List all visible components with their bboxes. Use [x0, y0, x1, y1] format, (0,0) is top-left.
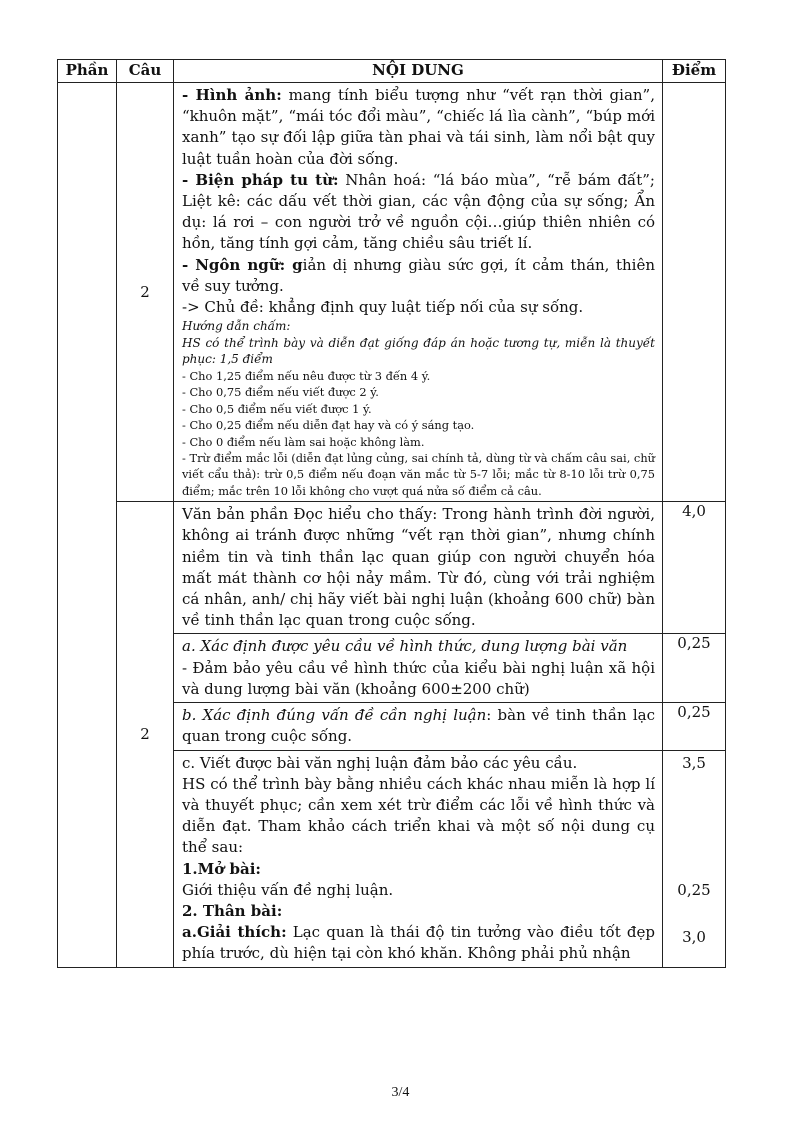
image-paragraph: - Hình ảnh: mang tính biểu tượng như “vết rạn thời gian”, “khuôn mặt”, “mái tóc đổi màu”, “chiếc lá lìa cành”, “búp mới xanh” tạo sự đối lập giữa tàn phai và tái sinh, làm nổi bật quy luật tuần hoàn của đời sống.	[182, 86, 655, 168]
guide-item: - Cho 0,5 điểm nếu viết được 1 ý.	[182, 401, 372, 416]
criterion-c-text: HS có thể trình bày bằng nhiều cách khác nhau miễn là hợp lí và thuyết phục; cần xem xét trừ điểm các lỗi về hình thức và diễn đạt. Tham khảo cách triển khai và một số nội dung cụ thể sau:	[182, 774, 655, 857]
criterion-a-title: a. Xác định được yêu cầu về hình thức, dung lượng bài văn	[182, 637, 628, 656]
score-cell	[663, 750, 726, 967]
grading-table	[57, 59, 726, 968]
explain-paragraph: a.Giải thích: Lạc quan là thái độ tin tưởng vào điều tốt đẹp phía trước, dù hiện tại còn khó khăn. Không phải phủ nhận	[182, 923, 655, 963]
content-cell	[174, 703, 663, 750]
criterion-c-title: c. Viết được bài văn nghị luận đảm bảo các yêu cầu.	[182, 753, 578, 772]
guide-item: - Cho 1,25 điểm nếu nêu được từ 3 đến 4 ý.	[182, 369, 431, 384]
header-row	[58, 60, 726, 83]
score-cell: 4,0	[663, 502, 726, 634]
table-row	[58, 502, 726, 634]
header-cau: Câu	[117, 60, 174, 83]
essay-prompt: Văn bản phần Đọc hiểu cho thấy: Trong hành trình đời người, không ai tránh được những “vết rạn thời gian”, nhưng chính niềm tin và tinh thần lạc quan giúp con người chuyển hóa mất mát thành cơ hội nảy mầm. Từ đó, cùng với trải nghiệm cá nhân, anh/ chị hãy viết bài nghị luận (khoảng 600 chữ) bàn về tinh thần lạc quan trong cuộc sống.	[182, 505, 655, 630]
criterion-a-text: - Đảm bảo yêu cầu về hình thức của kiểu bài nghị luận xã hội và dung lượng bài văn (khoảng 600±200 chữ)	[182, 658, 655, 698]
guide-item: - Cho 0,75 điểm nếu viết được 2 ý.	[182, 385, 379, 400]
guide-title: Hướng dẫn chấm:	[182, 319, 291, 334]
content-cell	[174, 634, 663, 703]
cau-cell: 2	[117, 502, 174, 967]
content-cell	[174, 502, 663, 634]
body-score: 3,0	[682, 927, 706, 946]
content-cell	[174, 750, 663, 967]
guide-item: - Trừ điểm mắc lỗi (diễn đạt lủng củng, sai chính tả, dùng từ và chấm câu sai, chữ viết cẩu thả): trừ 0,5 điểm nếu đoạn văn mắc từ 5-7 lỗi; mắc từ 8-10 lỗi trừ 0,75 điểm; mắc trên 10 lỗi không cho vượt quá nửa số điểm cả câu.	[182, 451, 655, 498]
body-title: 2. Thân bài:	[182, 901, 283, 920]
header-noidung: NỘI DUNG	[174, 60, 663, 83]
criterion-b: b. Xác định đúng vấn đề cần nghị luận: bàn về tinh thần lạc quan trong cuộc sống.	[182, 706, 655, 746]
rhetoric-paragraph: - Biện pháp tu từ: Nhân hoá: “lá báo mùa”, “rễ bám đất”; Liệt kê: các dấu vết thời gian, các vận động của sự sống; Ẩn dụ: lá rơi – con người trở về nguồn cội…giúp thiên nhiên có hồn, tăng tính gợi cảm, tăng chiều sâu triết lí.	[182, 170, 655, 253]
theme-paragraph: -> Chủ đề: khẳng định quy luật tiếp nối của sự sống.	[182, 298, 584, 317]
phan-cell	[58, 83, 117, 968]
header-phan: Phần	[58, 60, 117, 83]
c-score: 3,5	[682, 753, 706, 772]
guide-text: HS có thể trình bày và diễn đạt giống đáp án hoặc tương tự, miễn là thuyết phục: 1,5 điểm	[182, 335, 655, 367]
cau-cell: 2	[117, 83, 174, 502]
guide-item: - Cho 0 điểm nếu làm sai hoặc không làm.	[182, 434, 425, 449]
intro-score: 0,25	[677, 880, 711, 899]
language-paragraph: - Ngôn ngữ: giản dị nhưng giàu sức gợi, ít cảm thán, thiên về suy tưởng.	[182, 255, 655, 295]
page-number: 3/4	[391, 1085, 410, 1100]
guide-item: - Cho 0,25 điểm nếu diễn đạt hay và có ý sáng tạo.	[182, 418, 475, 433]
table-row	[58, 83, 726, 502]
score-cell	[663, 83, 726, 502]
score-cell: 0,25	[663, 634, 726, 703]
intro-title: 1.Mở bài:	[182, 859, 261, 878]
score-cell: 0,25	[663, 703, 726, 750]
content-cell	[174, 83, 663, 502]
header-diem: Điểm	[663, 60, 726, 83]
intro-text: Giới thiệu vấn đề nghị luận.	[182, 880, 394, 899]
